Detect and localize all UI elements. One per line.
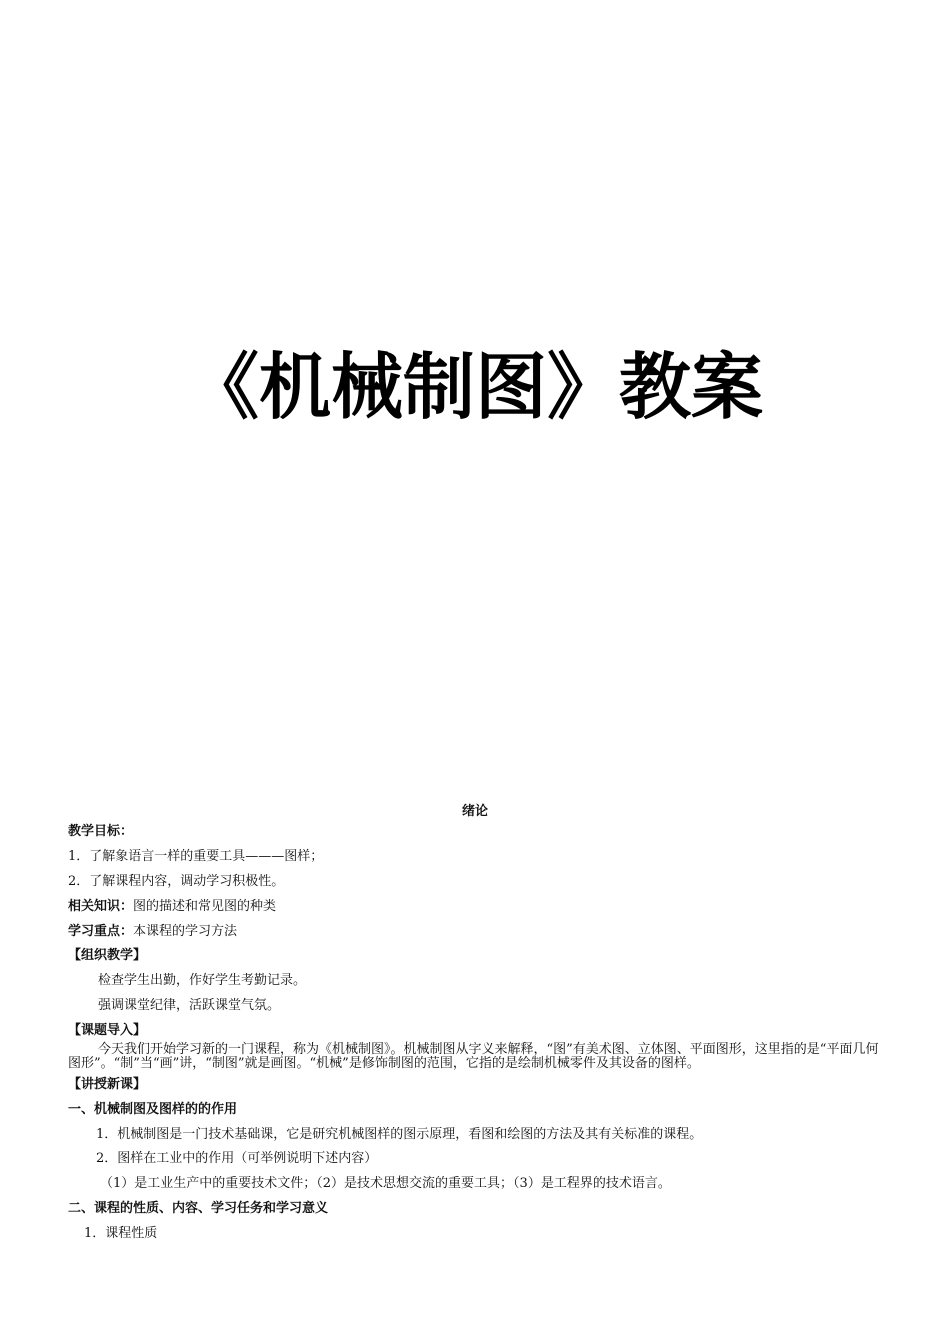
organize-heading: 【组织教学】 xyxy=(68,948,147,963)
learning-focus-value: 本课程的学习方法 xyxy=(133,924,238,939)
related-knowledge-value: 图的描述和常见图的种类 xyxy=(133,899,277,914)
objectives-label-line xyxy=(68,823,133,841)
section-2-heading: 二、课程的性质、内容、学习任务和学习意义 xyxy=(68,1201,329,1216)
lecture-item-2: 2．图样在工业中的作用（可举例说明下述内容） xyxy=(96,1151,378,1166)
lecture-heading: 【讲授新课】 xyxy=(68,1077,147,1092)
objective-1: 1．了解象语言一样的重要工具———图样； xyxy=(68,849,324,864)
intro-paragraph: 今天我们开始学习新的一门课程，称为《机械制图》。机械制图从字义来解释，“图”有美术图、立体图、平面图形，这里指的是“平面几何图形”。“制”当“画”讲，“制图”就是画图。“机械”是修饰制图的范围，它指的是绘制机械零件及其设备的图样。 xyxy=(68,1042,879,1071)
lecture-item-1: 1．机械制图是一门技术基础课，它是研究机械图样的图示原理，看图和绘图的方法及其有关标准的课程。 xyxy=(96,1127,703,1142)
document-title: 《机械制图》教案 xyxy=(186,345,763,429)
section-1-heading: 一、机械制图及图样的的作用 xyxy=(68,1102,238,1117)
learning-focus-label: 学习重点： xyxy=(68,924,134,939)
learning-focus-line xyxy=(68,923,237,941)
related-knowledge-line xyxy=(68,898,276,916)
lecture-item-3: 1．课程性质 xyxy=(84,1226,158,1241)
intro-heading: 【课题导入】 xyxy=(68,1023,147,1038)
lecture-item-2-detail: （1）是工业生产中的重要技术文件；（2）是技术思想交流的重要工具；（3）是工程界的技术语言。 xyxy=(100,1176,671,1191)
organize-line-1: 检查学生出勤，作好学生考勤记录。 xyxy=(98,973,307,988)
related-knowledge-label: 相关知识： xyxy=(68,899,134,914)
objectives-label: 教学目标： xyxy=(68,824,134,839)
objective-2: 2．了解课程内容，调动学习积极性。 xyxy=(68,874,285,889)
chapter-title: 绪论 xyxy=(461,804,488,819)
organize-line-2: 强调课堂纪律，活跃课堂气氛。 xyxy=(98,998,281,1013)
